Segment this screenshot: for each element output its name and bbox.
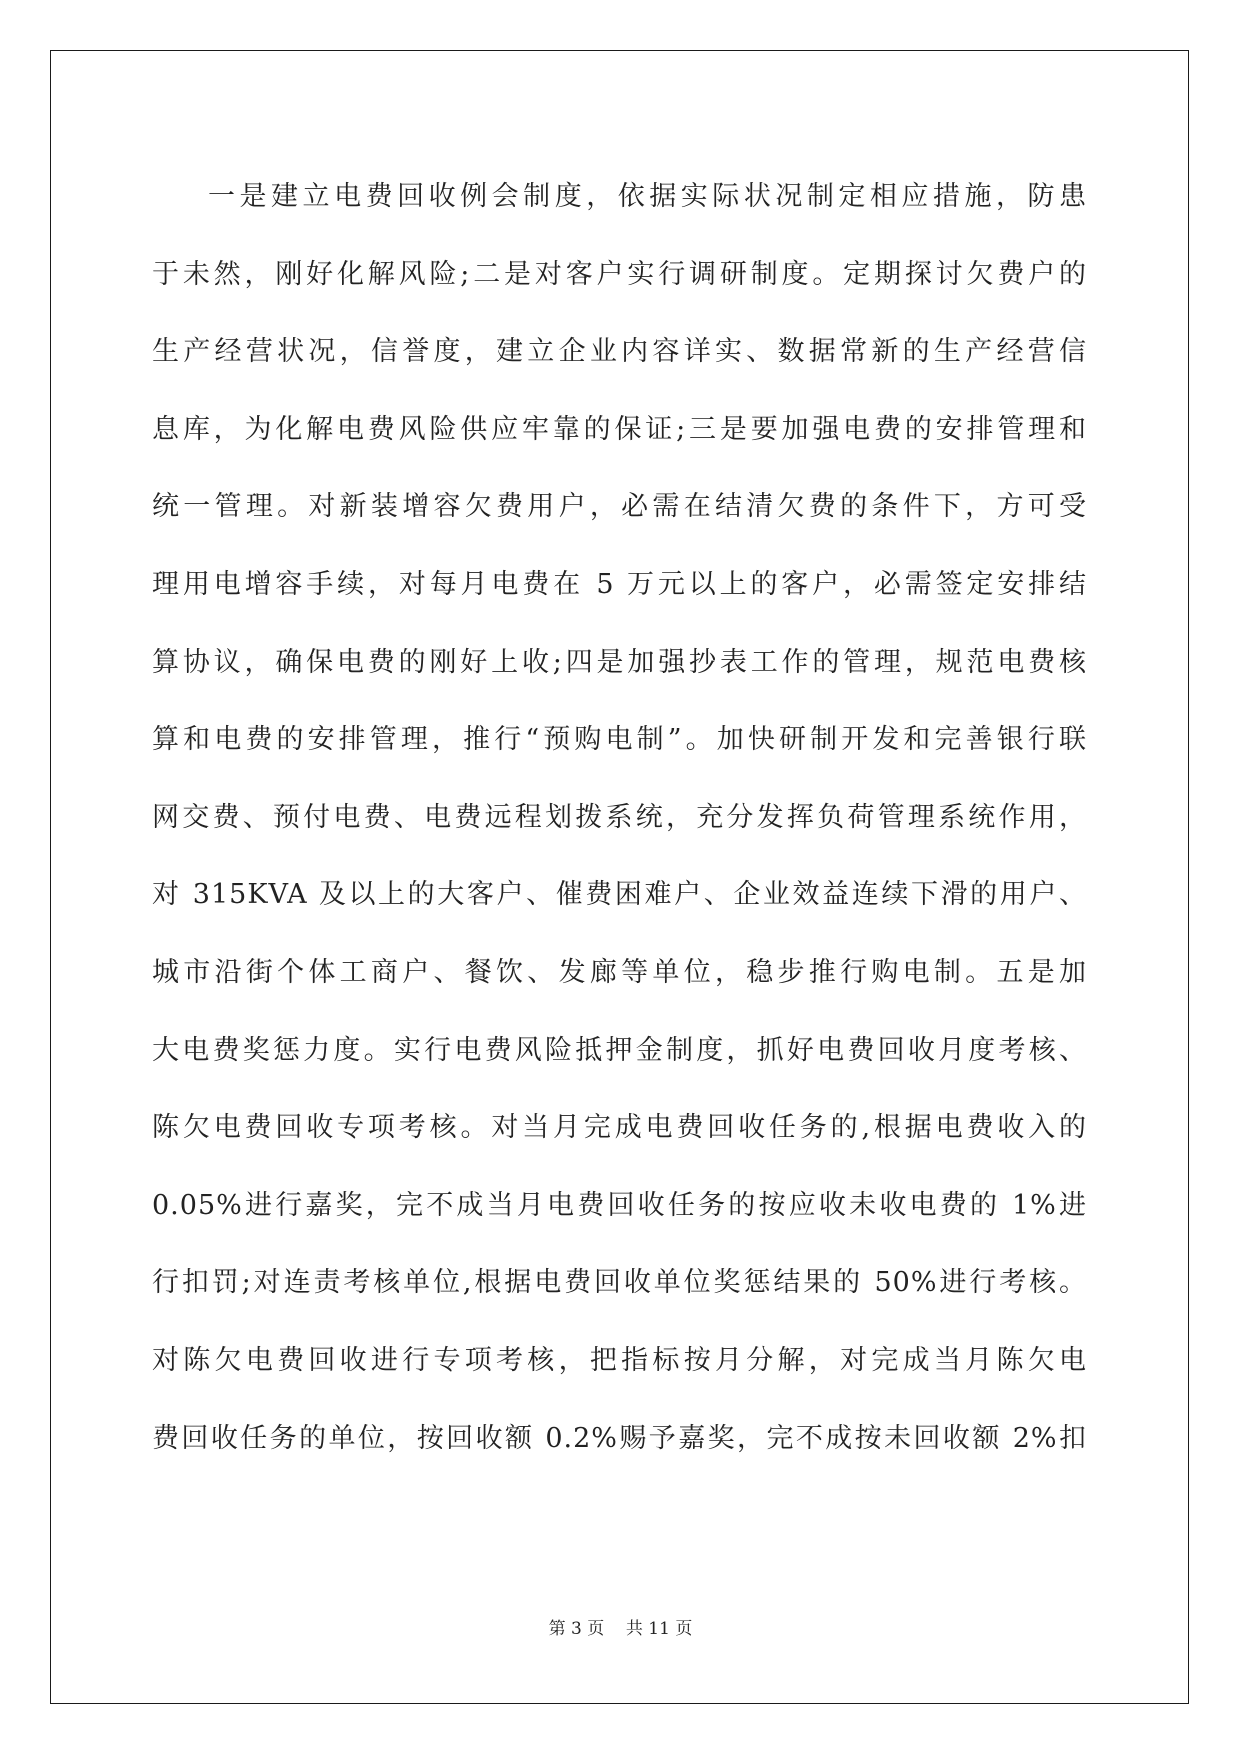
- text-line: 城市沿街个体工商户、餐饮、发廊等单位，稳步推行购电制。五是加: [152, 956, 1087, 988]
- text-line: 理用电增容手续，对每月电费在 5 万元以上的客户，必需签定安排结: [152, 568, 1087, 600]
- text-line: 陈欠电费回收专项考核。对当月完成电费回收任务的,根据电费收入的: [152, 1112, 1087, 1144]
- text-line: 一是建立电费回收例会制度，依据实际状况制定相应措施，防患: [208, 181, 1087, 212]
- text-line: 0.05%进行嘉奖，完不成当月电费回收任务的按应收未收电费的 1%进: [152, 1189, 1087, 1221]
- text-line: 算和电费的安排管理，推行“预购电制”。加快研制开发和完善银行联: [152, 724, 1087, 756]
- text-line: 行扣罚;对连责考核单位,根据电费回收单位奖惩结果的 50%进行考核。: [152, 1267, 1087, 1299]
- text-line: 对陈欠电费回收进行专项考核，把指标按月分解，对完成当月陈欠电: [152, 1344, 1087, 1376]
- text-line: 生产经营状况，信誉度，建立企业内容详实、数据常新的生产经营信: [152, 336, 1087, 368]
- text-line: 网交费、预付电费、电费远程划拨系统，充分发挥负荷管理系统作用，: [152, 801, 1087, 833]
- text-line: 费回收任务的单位，按回收额 0.2%赐予嘉奖，完不成按未回收额 2%扣: [152, 1422, 1087, 1454]
- text-line: 统一管理。对新装增容欠费用户，必需在结清欠费的条件下，方可受: [152, 491, 1087, 523]
- text-line: 算协议，确保电费的刚好上收;四是加强抄表工作的管理，规范电费核: [152, 646, 1087, 678]
- text-line: 于未然，刚好化解风险;二是对客户实行调研制度。定期探讨欠费户的: [152, 258, 1087, 290]
- text-line: 息库，为化解电费风险供应牢靠的保证;三是要加强电费的安排管理和: [152, 413, 1087, 445]
- document-body: [152, 158, 1087, 1477]
- page-footer: [0, 1614, 1241, 1639]
- page-number-label: 第 3 页 共 11 页: [548, 1619, 693, 1639]
- text-line: 对 315KVA 及以上的大客户、催费困难户、企业效益连续下滑的用户、: [152, 879, 1087, 911]
- text-line: 大电费奖惩力度。实行电费风险抵押金制度，抓好电费回收月度考核、: [152, 1034, 1087, 1066]
